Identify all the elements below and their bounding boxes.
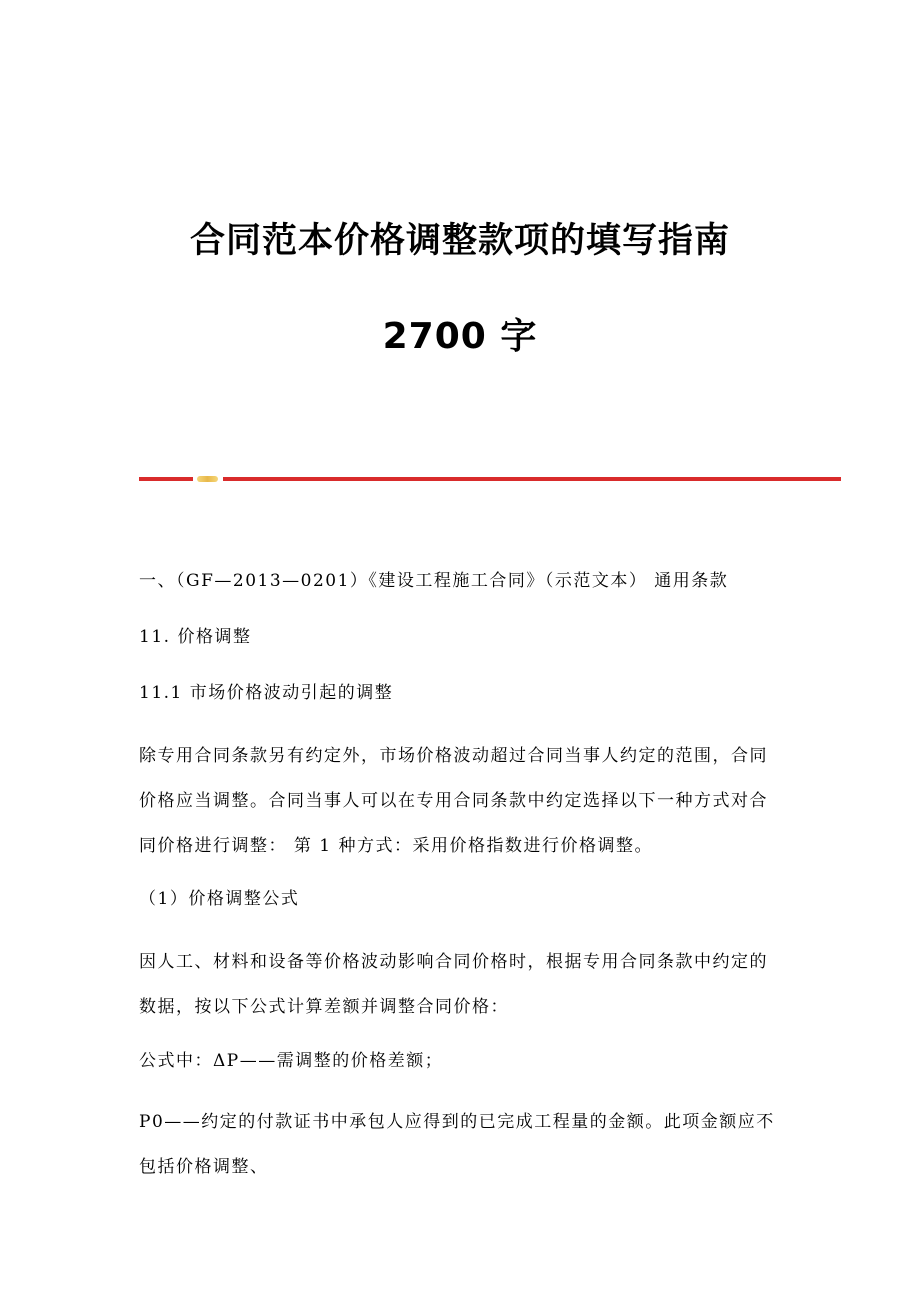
divider-ornament-icon bbox=[197, 476, 218, 482]
subclause-heading: 11.1 市场价格波动引起的调整 bbox=[139, 683, 394, 703]
formula-definition: 公式中：ΔP——需调整的价格差额； bbox=[139, 1051, 444, 1071]
formula-definition: P0——约定的付款证书中承包人应得到的已完成工程量的金额。此项金额应不包括价格调整、 bbox=[139, 1112, 775, 1177]
title-divider bbox=[139, 477, 841, 483]
document-subtitle: 2700 字 bbox=[382, 316, 538, 357]
section-heading: 一、（GF—2013—0201）《建设工程施工合同》（示范文本） 通用条款 bbox=[139, 571, 729, 591]
divider-left-segment bbox=[139, 477, 193, 481]
body-paragraph: 除专用合同条款另有约定外，市场价格波动超过合同当事人约定的范围，合同价格应当调整。合同当事人可以在专用合同条款中约定选择以下一种方式对合同价格进行调整： 第 1 种方式：采用价格指数进行价格调整。 bbox=[139, 746, 768, 856]
body-paragraph: 因人工、材料和设备等价格波动影响合同价格时，根据专用合同条款中约定的数据，按以下公式计算差额并调整合同价格： bbox=[139, 952, 768, 1017]
clause-heading: 11. 价格调整 bbox=[139, 627, 252, 647]
formula-heading: （1）价格调整公式 bbox=[139, 889, 300, 909]
divider-right-segment bbox=[223, 477, 841, 481]
document-title: 合同范本价格调整款项的填写指南 bbox=[189, 221, 730, 261]
